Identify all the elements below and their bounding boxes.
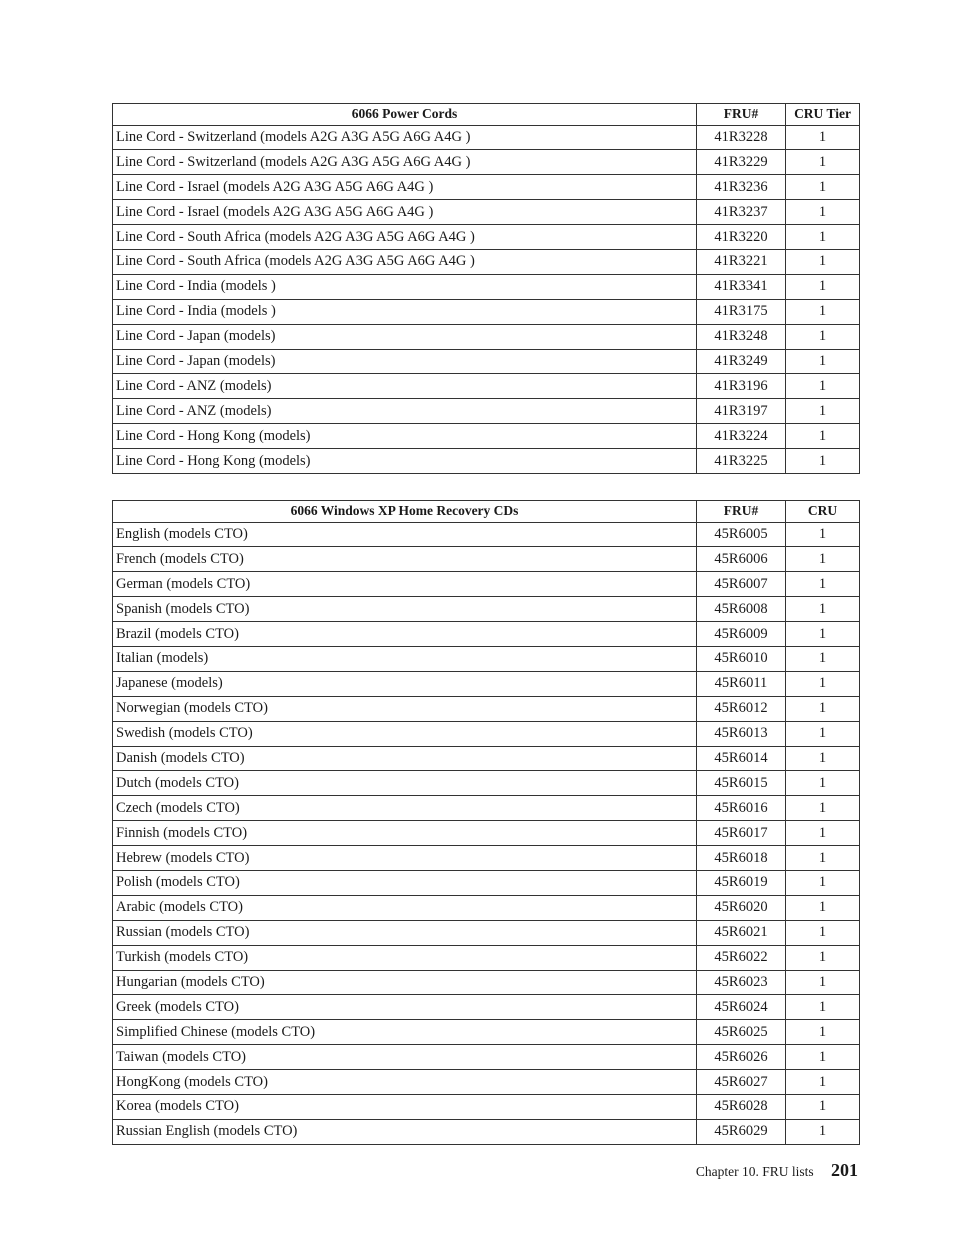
- table-row: [113, 945, 860, 970]
- cru-value: 1: [786, 920, 860, 945]
- fru-number: 45R6026: [697, 1045, 786, 1070]
- table-row: [113, 970, 860, 995]
- page-footer: [696, 1160, 858, 1181]
- table-row: [113, 721, 860, 746]
- part-description: Turkish (models CTO): [113, 945, 697, 970]
- table-row: [113, 646, 860, 671]
- part-description: French (models CTO): [113, 547, 697, 572]
- cru-value: 1: [786, 1020, 860, 1045]
- fru-number: 45R6025: [697, 1020, 786, 1045]
- cru-value: 1: [786, 646, 860, 671]
- table-row: [113, 424, 860, 449]
- cru-value: 1: [786, 324, 860, 349]
- column-header-cru: CRU: [786, 501, 860, 523]
- table-row: [113, 1094, 860, 1119]
- cru-value: 1: [786, 125, 860, 150]
- table-row: [113, 746, 860, 771]
- column-header-description: 6066 Windows XP Home Recovery CDs: [113, 501, 697, 523]
- fru-number: 45R6022: [697, 945, 786, 970]
- fru-number: 45R6008: [697, 597, 786, 622]
- table-row: [113, 374, 860, 399]
- part-description: Hebrew (models CTO): [113, 846, 697, 871]
- part-description: Line Cord - ANZ (models): [113, 399, 697, 424]
- part-description: Swedish (models CTO): [113, 721, 697, 746]
- part-description: Line Cord - Hong Kong (models): [113, 424, 697, 449]
- cru-value: 1: [786, 249, 860, 274]
- cru-value: 1: [786, 796, 860, 821]
- cru-value: 1: [786, 200, 860, 225]
- part-description: Korea (models CTO): [113, 1094, 697, 1119]
- fru-number: 41R3175: [697, 299, 786, 324]
- fru-number: 45R6009: [697, 622, 786, 647]
- table-row: [113, 696, 860, 721]
- cru-value: 1: [786, 299, 860, 324]
- part-description: Line Cord - Japan (models): [113, 349, 697, 374]
- table-row: [113, 449, 860, 474]
- cru-value: 1: [786, 846, 860, 871]
- part-description: Arabic (models CTO): [113, 895, 697, 920]
- table-row: [113, 671, 860, 696]
- cru-value: 1: [786, 175, 860, 200]
- part-description: HongKong (models CTO): [113, 1070, 697, 1095]
- part-description: Russian (models CTO): [113, 920, 697, 945]
- cru-value: 1: [786, 945, 860, 970]
- table-header-row: [113, 501, 860, 523]
- fru-number: 41R3221: [697, 249, 786, 274]
- cru-value: 1: [786, 150, 860, 175]
- part-description: Brazil (models CTO): [113, 622, 697, 647]
- table-row: [113, 225, 860, 250]
- fru-number: 41R3249: [697, 349, 786, 374]
- part-description: Japanese (models): [113, 671, 697, 696]
- part-description: Line Cord - Switzerland (models A2G A3G A5G A6G A4G ): [113, 150, 697, 175]
- fru-number: 41R3229: [697, 150, 786, 175]
- table-row: [113, 522, 860, 547]
- part-description: Dutch (models CTO): [113, 771, 697, 796]
- fru-number: 45R6019: [697, 870, 786, 895]
- table-row: [113, 547, 860, 572]
- cru-value: 1: [786, 970, 860, 995]
- part-description: Line Cord - Japan (models): [113, 324, 697, 349]
- cru-value: 1: [786, 895, 860, 920]
- chapter-title: Chapter 10. FRU lists: [695, 1164, 814, 1179]
- table-row: [113, 597, 860, 622]
- column-header-fru: FRU#: [697, 501, 786, 523]
- part-description: German (models CTO): [113, 572, 697, 597]
- table-row: [113, 150, 860, 175]
- part-description: Spanish (models CTO): [113, 597, 697, 622]
- part-description: Line Cord - Switzerland (models A2G A3G A5G A6G A4G ): [113, 125, 697, 150]
- table-header-row: [113, 104, 860, 126]
- fru-number: 45R6014: [697, 746, 786, 771]
- fru-number: 45R6016: [697, 796, 786, 821]
- cru-value: 1: [786, 424, 860, 449]
- part-description: Russian English (models CTO): [113, 1119, 697, 1144]
- part-description: Line Cord - Hong Kong (models): [113, 449, 697, 474]
- table-row: [113, 895, 860, 920]
- table-row: [113, 274, 860, 299]
- fru-number: 45R6018: [697, 846, 786, 871]
- part-description: Hungarian (models CTO): [113, 970, 697, 995]
- part-description: Line Cord - India (models ): [113, 299, 697, 324]
- fru-number: 45R6017: [697, 821, 786, 846]
- fru-number: 45R6013: [697, 721, 786, 746]
- table-row: [113, 796, 860, 821]
- part-description: Finnish (models CTO): [113, 821, 697, 846]
- table-row: [113, 846, 860, 871]
- fru-number: 45R6015: [697, 771, 786, 796]
- cru-value: 1: [786, 1070, 860, 1095]
- fru-number: 45R6023: [697, 970, 786, 995]
- cru-value: 1: [786, 721, 860, 746]
- part-description: Norwegian (models CTO): [113, 696, 697, 721]
- cru-value: 1: [786, 995, 860, 1020]
- cru-value: 1: [786, 547, 860, 572]
- fru-number: 41R3197: [697, 399, 786, 424]
- table-row: [113, 870, 860, 895]
- cru-value: 1: [786, 696, 860, 721]
- column-header-fru: FRU#: [697, 104, 786, 126]
- part-description: Line Cord - South Africa (models A2G A3G A5G A6G A4G ): [113, 249, 697, 274]
- cru-value: 1: [786, 225, 860, 250]
- table-row: [113, 1045, 860, 1070]
- cru-value: 1: [786, 274, 860, 299]
- fru-number: 45R6011: [697, 671, 786, 696]
- part-description: Greek (models CTO): [113, 995, 697, 1020]
- part-description: Line Cord - Israel (models A2G A3G A5G A6G A4G ): [113, 200, 697, 225]
- cru-value: 1: [786, 449, 860, 474]
- table-row: [113, 920, 860, 945]
- part-description: Italian (models): [113, 646, 697, 671]
- table-row: [113, 572, 860, 597]
- fru-number: 45R6010: [697, 646, 786, 671]
- cru-value: 1: [786, 1045, 860, 1070]
- fru-number: 45R6028: [697, 1094, 786, 1119]
- cru-value: 1: [786, 572, 860, 597]
- table-row: [113, 249, 860, 274]
- part-description: Danish (models CTO): [113, 746, 697, 771]
- part-description: English (models CTO): [113, 522, 697, 547]
- table-row: [113, 200, 860, 225]
- table-row: [113, 324, 860, 349]
- power-cords-table: [112, 103, 860, 474]
- page-number: 201: [831, 1160, 858, 1180]
- cru-value: 1: [786, 1119, 860, 1144]
- cru-value: 1: [786, 522, 860, 547]
- fru-number: 41R3341: [697, 274, 786, 299]
- cru-value: 1: [786, 771, 860, 796]
- part-description: Czech (models CTO): [113, 796, 697, 821]
- fru-number: 41R3237: [697, 200, 786, 225]
- fru-number: 41R3236: [697, 175, 786, 200]
- column-header-description: 6066 Power Cords: [113, 104, 697, 126]
- recovery-cds-table: [112, 500, 860, 1145]
- fru-number: 45R6020: [697, 895, 786, 920]
- cru-value: 1: [786, 349, 860, 374]
- part-description: Polish (models CTO): [113, 870, 697, 895]
- table-row: [113, 1070, 860, 1095]
- part-description: Simplified Chinese (models CTO): [113, 1020, 697, 1045]
- cru-value: 1: [786, 399, 860, 424]
- table-row: [113, 771, 860, 796]
- fru-number: 45R6005: [697, 522, 786, 547]
- table-row: [113, 622, 860, 647]
- table-row: [113, 175, 860, 200]
- fru-number: 45R6027: [697, 1070, 786, 1095]
- fru-number: 41R3196: [697, 374, 786, 399]
- table-row: [113, 299, 860, 324]
- fru-number: 41R3224: [697, 424, 786, 449]
- column-header-cru-tier: CRU Tier: [786, 104, 860, 126]
- table-row: [113, 995, 860, 1020]
- fru-number: 45R6029: [697, 1119, 786, 1144]
- fru-number: 41R3228: [697, 125, 786, 150]
- cru-value: 1: [786, 374, 860, 399]
- part-description: Line Cord - India (models ): [113, 274, 697, 299]
- part-description: Taiwan (models CTO): [113, 1045, 697, 1070]
- table-row: [113, 1020, 860, 1045]
- fru-number: 41R3248: [697, 324, 786, 349]
- table-row: [113, 399, 860, 424]
- cru-value: 1: [786, 821, 860, 846]
- cru-value: 1: [786, 1094, 860, 1119]
- part-description: Line Cord - Israel (models A2G A3G A5G A6G A4G ): [113, 175, 697, 200]
- cru-value: 1: [786, 671, 860, 696]
- fru-number: 41R3220: [697, 225, 786, 250]
- part-description: Line Cord - ANZ (models): [113, 374, 697, 399]
- cru-value: 1: [786, 622, 860, 647]
- table-row: [113, 125, 860, 150]
- fru-number: 45R6007: [697, 572, 786, 597]
- fru-number: 45R6006: [697, 547, 786, 572]
- cru-value: 1: [786, 746, 860, 771]
- table-row: [113, 821, 860, 846]
- table-row: [113, 349, 860, 374]
- cru-value: 1: [786, 597, 860, 622]
- cru-value: 1: [786, 870, 860, 895]
- fru-number: 41R3225: [697, 449, 786, 474]
- fru-number: 45R6024: [697, 995, 786, 1020]
- fru-number: 45R6012: [697, 696, 786, 721]
- table-row: [113, 1119, 860, 1144]
- part-description: Line Cord - South Africa (models A2G A3G A5G A6G A4G ): [113, 225, 697, 250]
- fru-number: 45R6021: [697, 920, 786, 945]
